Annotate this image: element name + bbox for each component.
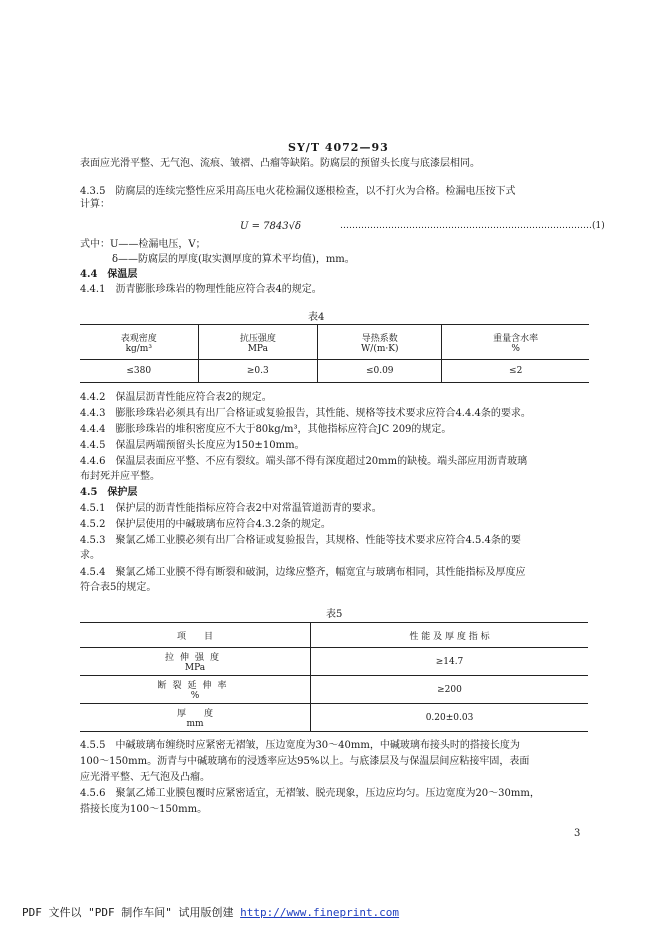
pdf-watermark-footer <box>22 904 399 920</box>
table-header-cell: 重量含水率 % <box>442 325 589 360</box>
table5-caption: 表5 <box>326 609 343 620</box>
paragraph-line: 表面应光滑平整、无气泡、流痕、皱褶、凸瘤等缺陷。防腐层的预留头长度与底漆层相同。 <box>80 158 480 169</box>
document-header: SY/T 4072—93 <box>288 141 389 154</box>
table-header-cell: 性 能 及 厚 度 指 标 <box>311 623 589 648</box>
paragraph-4-5-2: 4.5.2 保护层使用的中碱玻璃布应符合4.3.2条的规定。 <box>80 519 331 530</box>
table-header-row <box>80 623 588 648</box>
table-header-cell: 抗压强度 MPa <box>198 325 318 360</box>
table-header-cell: 表观密度 kg/m³ <box>80 325 198 360</box>
footer-text: PDF 文件以 "PDF 制作车间" 试用版创建 <box>22 906 234 919</box>
table-5 <box>80 622 588 732</box>
table-cell: ≤2 <box>442 360 589 383</box>
table-cell: ≥200 <box>311 676 589 704</box>
formula-where-delta: δ——防腐层的厚度(取实测厚度的算术平均值)，mm。 <box>112 254 355 265</box>
table-cell: 厚 度 mm <box>80 704 311 732</box>
table4-caption: 表4 <box>308 312 325 323</box>
paragraph-4-5-4: 4.5.4 聚氯乙烯工业膜不得有断裂和破洞，边缘应整齐，幅宽宜与玻璃布相同，其性能指标及厚度应 <box>80 567 526 578</box>
paragraph-line: 求。 <box>80 550 100 561</box>
formula-number: …………………………………………………………………………(1) <box>340 221 605 231</box>
paragraph-line: 布封死并应平整。 <box>80 471 160 482</box>
table-row <box>80 704 588 732</box>
table-cell: ≤380 <box>126 366 152 376</box>
formula: U = 7843√δ <box>240 221 302 232</box>
page-number: 3 <box>574 828 581 839</box>
section-heading-4-4: 4.4 保温层 <box>80 269 138 280</box>
paragraph-4-4-1: 4.4.1 沥青膨胀珍珠岩的物理性能应符合表4的规定。 <box>80 284 322 295</box>
paragraph-line: 搭接长度为100～150mm。 <box>80 804 208 815</box>
table-row <box>80 676 588 704</box>
table-cell: ≤0.09 <box>318 360 442 383</box>
footer-link[interactable]: http://www.fineprint.com <box>240 906 400 919</box>
paragraph-4-4-5: 4.4.5 保温层两端预留头长度应为150±10mm。 <box>80 440 305 451</box>
paragraph-4-5-6: 4.5.6 聚氯乙烯工业膜包覆时应紧密适宜，无褶皱、脱壳现象，压边应均匀。压边宽度为20～30mm， <box>80 788 540 799</box>
paragraph-4-5-3: 4.5.3 聚氯乙烯工业膜必须有出厂合格证或复验报告，其规格、性能等技术要求应符合4.5.4条的要 <box>80 535 521 546</box>
table-cell: 拉伸强度 MPa <box>80 648 311 676</box>
table-header-cell: 项 目 <box>80 623 311 648</box>
table-cell: 0.20±0.03 <box>311 704 589 732</box>
paragraph-line: 100～150mm。沥青与中碱玻璃布的浸透率应达95%以上。与底漆层及与保温层间应粘接牢固，表面 <box>80 756 530 767</box>
table-cell: 断裂延伸率 % <box>80 676 311 704</box>
paragraph-line: 符合表5的规定。 <box>80 582 157 593</box>
table-cell: ≥0.3 <box>198 360 318 383</box>
paragraph-line: 4.3.5 防腐层的连续完整性应采用高压电火花检漏仪逐根检查，以不打火为合格。检漏电压按下式 <box>80 186 516 197</box>
table-cell: ≥14.7 <box>311 648 589 676</box>
paragraph-line: 计算： <box>80 199 110 210</box>
paragraph-4-4-3: 4.4.3 膨胀珍珠岩必须具有出厂合格证或复验报告，其性能、规格等技术要求应符合4.4.4条的要求。 <box>80 408 531 419</box>
paragraph-line: 应光滑平整、无气泡及凸瘤。 <box>80 772 210 783</box>
table-row <box>80 360 589 383</box>
paragraph-4-4-4: 4.4.4 膨胀珍珠岩的堆积密度应不大于80kg/m³，其他指标应符合JC 209的规定。 <box>80 424 452 435</box>
paragraph-4-4-6: 4.4.6 保温层表面应平整、不应有裂纹。端头部不得有深度超过20mm的缺棱。端头部应用沥青玻璃 <box>80 456 528 467</box>
section-heading-4-5: 4.5 保护层 <box>80 487 138 498</box>
formula-where-u: 式中：U——检漏电压，V； <box>80 239 206 250</box>
table-4 <box>80 324 589 383</box>
paragraph-4-5-1: 4.5.1 保护层的沥青性能指标应符合表2中对常温管道沥青的要求。 <box>80 503 382 514</box>
paragraph-4-5-5: 4.5.5 中碱玻璃布缠绕时应紧密无褶皱，压边宽度为30～40mm，中碱玻璃布接头时的搭接长度为 <box>80 740 520 751</box>
table-row <box>80 648 588 676</box>
table-header-cell: 导热系数 W/(m·K) <box>318 325 442 360</box>
paragraph-4-4-2: 4.4.2 保温层沥青性能应符合表2的规定。 <box>80 392 272 403</box>
table-header-row <box>80 325 589 360</box>
